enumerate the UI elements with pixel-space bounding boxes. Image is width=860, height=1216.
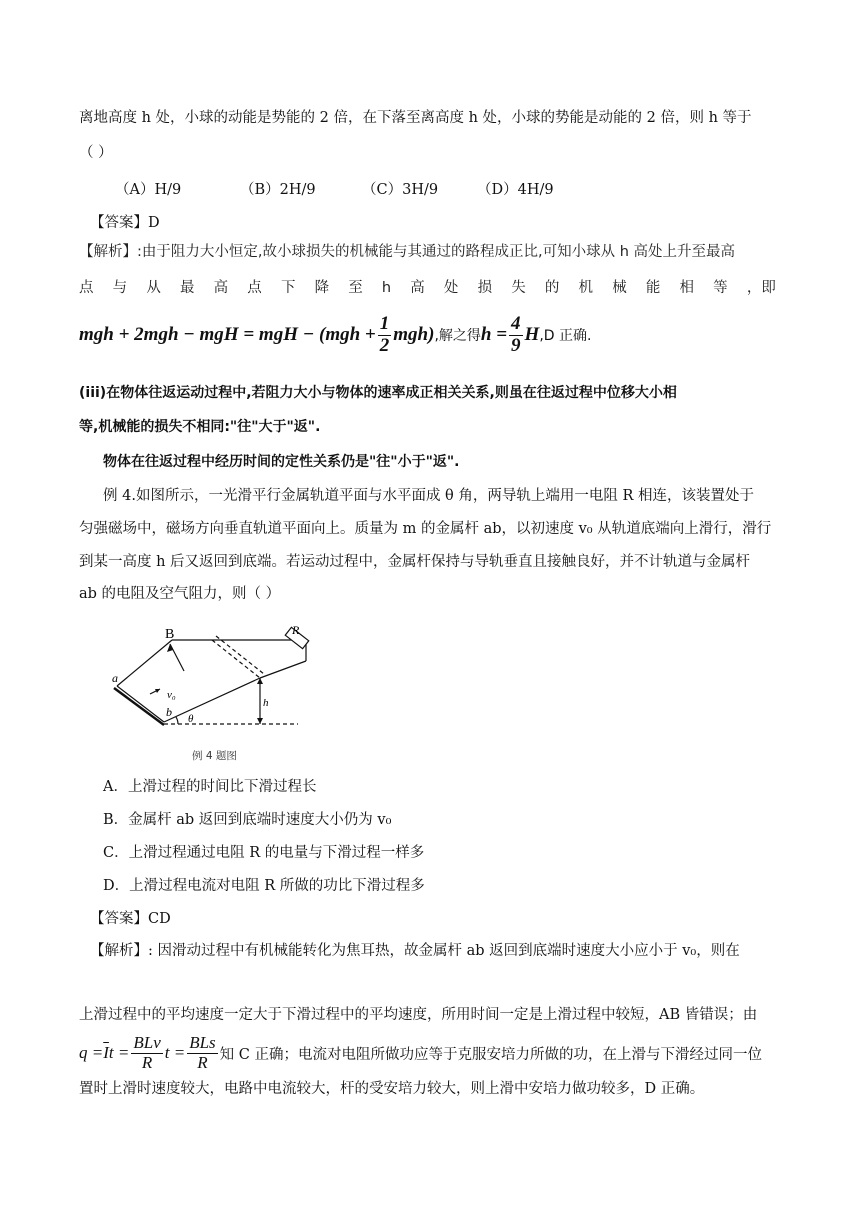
rule-iii-line-3: 物体在往返过程中经历时间的定性关系仍是"往"小于"返". <box>103 454 460 470</box>
frac-den: R <box>197 1052 208 1072</box>
example4-line-4: ab 的电阻及空气阻力，则（ ） <box>79 586 281 602</box>
dashed-bar-2 <box>216 636 264 674</box>
frac-den: 9 <box>511 334 521 356</box>
q1-option-b: （B）2H/9 <box>240 182 316 198</box>
q-t: t = <box>108 1043 130 1063</box>
ex4-analysis-line-1: 【解析】: 因滑动过程中有机械能转化为焦耳热，故金属杆 ab 返回到底端时速度大小应小于 v₀，则在 <box>90 943 740 959</box>
label-a: a <box>112 671 118 685</box>
ex4-option-d: D．上滑过程电流对电阻 R 所做的功比下滑过程多 <box>103 878 425 894</box>
q1-analysis-line-2 <box>79 278 776 298</box>
example4-line-1: 例 4.如图所示，一光滑平行金属轨道平面与水平面成 θ 角，两导轨上端用一电阻 R 相连，该装置处于 <box>103 488 755 504</box>
frac-den: 2 <box>379 334 390 356</box>
word: 相 <box>679 280 695 296</box>
formula-half <box>378 314 392 357</box>
ex4-option-b: B．金属杆 ab 返回到底端时速度大小仍为 v₀ <box>103 812 392 828</box>
word: 从 <box>146 280 161 296</box>
example4-figure <box>112 616 342 766</box>
ex4-option-c: C．上滑过程通过电阻 R 的电量与下滑过程一样多 <box>103 845 425 861</box>
frac-num: 4 <box>511 313 521 334</box>
word: 械 <box>612 280 627 296</box>
rule-iii-line-1: (iii)在物体往返运动过程中,若阻力大小与物体的速率成正相关关系,则虽在往返过程中位移大小相 <box>79 385 677 401</box>
ex4-q-formula <box>79 1034 762 1072</box>
label-r: R <box>292 623 300 637</box>
word: 至 <box>348 280 363 296</box>
word: 失 <box>511 280 526 296</box>
word: 与 <box>112 280 128 296</box>
frac-num: BLs <box>189 1033 216 1052</box>
q-lhs: q = <box>79 1043 104 1063</box>
word: 机 <box>578 280 594 296</box>
b-arrow <box>170 644 184 671</box>
q1-option-a: （A）H/9 <box>115 182 182 198</box>
rail-bottom-front <box>164 678 260 722</box>
formula-end: ,D 正确. <box>539 328 592 345</box>
ex4-analysis-line-4: 置时上滑时速度较大，电路中电流较大，杆的受安培力较大，则上滑中安培力做功较多，D 正确。 <box>79 1081 705 1097</box>
q-t2: t = <box>164 1043 186 1063</box>
frac-den: R <box>141 1052 153 1072</box>
rail-left-top <box>117 640 172 686</box>
label-b-field: B <box>165 627 175 642</box>
dashed-bar <box>212 640 260 678</box>
word: 下 <box>280 280 296 296</box>
q-frac-2 <box>187 1034 217 1072</box>
q1-options <box>115 178 554 199</box>
label-b-end: b <box>166 705 172 719</box>
formula-solve-text: ,解之得 <box>434 328 481 345</box>
word: 能 <box>645 280 661 296</box>
ex4-analysis-line-3-tail: 知 C 正确；电流对电阻所做功应等于克服安培力所做的功，在上滑与下滑经过同一位 <box>219 1046 762 1063</box>
label-theta: θ <box>188 713 194 725</box>
word: 点 <box>247 280 262 296</box>
ex4-answer: 【答案】CD <box>90 911 171 927</box>
question-text-line-1: 离地高度 h 处，小球的动能是势能的 2 倍，在下落至离高度 h 处，小球的势能是动能的 2 倍，则 h 等于 <box>79 110 752 126</box>
formula-rhs: mgh) <box>393 324 435 346</box>
formula-lhs: mgh + 2mgh − mgH = mgH − (mgh + <box>79 324 376 346</box>
word: 等 <box>713 280 728 296</box>
word: 降 <box>314 280 330 296</box>
word: 高 <box>213 280 229 296</box>
theta-arc <box>176 717 178 724</box>
word: 高 <box>410 280 425 296</box>
ex4-option-a: A．上滑过程的时间比下滑过程长 <box>103 779 317 795</box>
word: h <box>381 280 392 296</box>
q1-option-d: （D）4H/9 <box>477 182 554 198</box>
formula-H: H <box>524 324 540 346</box>
word: 的 <box>544 280 560 296</box>
q-frac-1 <box>131 1034 162 1072</box>
frac-num: BLv <box>133 1033 161 1052</box>
word: 损 <box>477 280 493 296</box>
q-i-bar: $\overline{I}$ <box>103 1043 109 1063</box>
q1-answer: 【答案】D <box>90 215 160 231</box>
formula-h: h = <box>480 324 508 346</box>
question-text-line-2: （ ） <box>79 145 113 161</box>
q1-option-c: （C）3H/9 <box>362 182 439 198</box>
ab-bar <box>114 688 164 725</box>
formula-four-ninths <box>509 314 523 357</box>
word: 处 <box>443 280 459 296</box>
h-arrow-bottom <box>257 718 263 724</box>
word: 最 <box>179 280 195 296</box>
rule-iii-line-2: 等,机械能的损失不相同:"往"大于"返". <box>79 419 321 435</box>
ex4-analysis-line-2: 上滑过程中的平均速度一定大于下滑过程中的平均速度，所用时间一定是上滑过程中较短，AB 皆错误；由 <box>79 1007 758 1023</box>
example4-line-2: 匀强磁场中，磁场方向垂直轨道平面向上。质量为 m 的金属杆 ab，以初速度 v₀ 从轨道底端向上滑行，滑行 <box>79 521 772 537</box>
rail-front-upper <box>260 661 306 678</box>
example4-line-3: 到某一高度 h 后又返回到底端。若运动过程中，金属杆保持与导轨垂直且接触良好，并不计轨道与金属杆 <box>79 554 751 570</box>
label-v0: v₀ <box>167 689 176 701</box>
q1-analysis-line-1: 【解析】:由于阻力大小恒定,故小球损失的机械能与其通过的路程成正比,可知小球从 h 高处上升至最高 <box>79 244 736 260</box>
word: 点 <box>79 280 94 296</box>
figure-caption: 例 4 题图 <box>192 750 237 762</box>
label-h: h <box>263 697 269 709</box>
q1-formula <box>79 314 591 357</box>
frac-num: 1 <box>379 313 390 334</box>
word: ，即 <box>746 280 776 296</box>
